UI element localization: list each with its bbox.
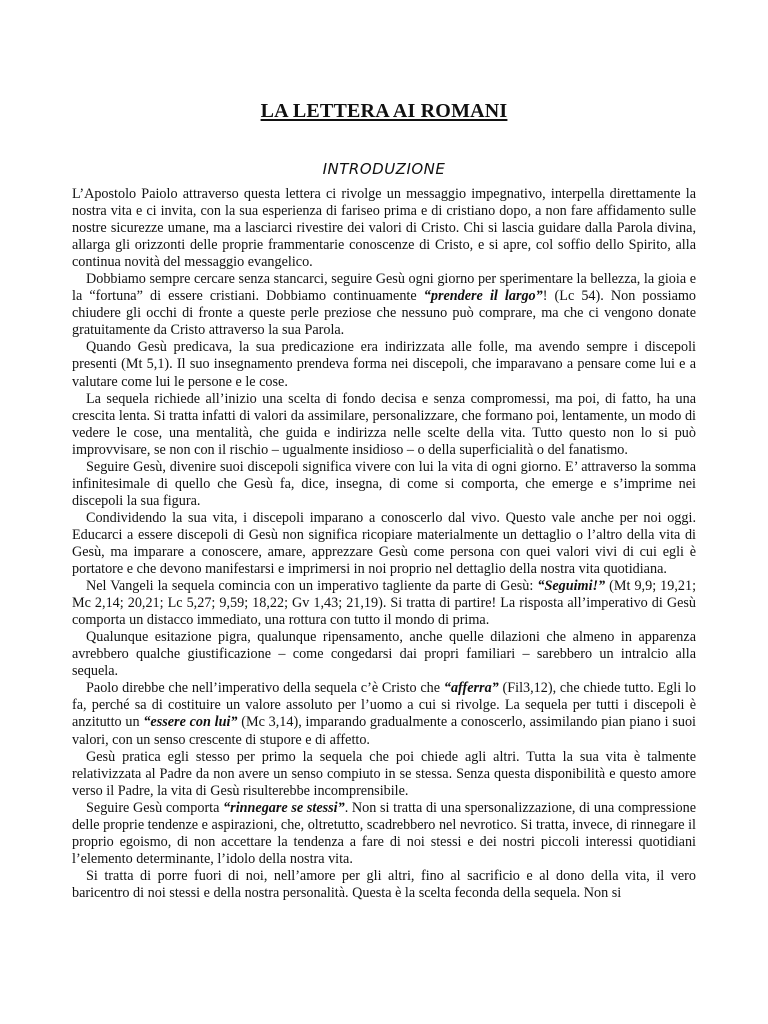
paragraph <box>72 680 696 748</box>
paragraph <box>72 186 696 271</box>
text-segment: Seguire Gesù, divenire suoi discepoli significa vivere con lui la vita di ogni giorno. E’ attraverso la somma infinitesimale di quello che Gesù fa, dice, insegna, di come si comporta, che emerge e s’imprime nei discepoli la sua figura. <box>72 458 696 509</box>
paragraph <box>72 391 696 459</box>
emphasis-quote: “prendere il largo” <box>423 288 543 305</box>
text-segment: Gesù pratica egli stesso per primo la sequela che poi chiede agli altri. Tutta la sua vita è talmente relativizzata al Padre da non avere un senso compiuto in se stessa. Senza questa disponibilità e questo amore verso il Padre, la vita di Gesù risulterebbe incomprensibile. <box>72 748 696 799</box>
text-segment: (Mt 9,9; 19,21; Mc 2,14; 20,21; Lc 5,27; 9,59; 18,22; Gv 1,43; 21,19). Si tratta di partire! La risposta all’imperativo di Gesù comporta un distacco immediato, una rottura con tutto il mondo di prima. <box>72 578 697 629</box>
document-body <box>72 186 696 902</box>
text-segment: Dobbiamo sempre cercare senza stancarci, seguire Gesù ogni giorno per sperimentare la bellezza, la gioia e la “fortuna” di essere cristiani. Dobbiamo continuamente <box>72 271 696 305</box>
text-segment: Seguire Gesù comporta <box>86 799 224 816</box>
paragraph <box>72 339 696 390</box>
text-segment: La sequela richiede all’inizio una scelta di fondo decisa e senza compromessi, ma poi, di fatto, ha una crescita lenta. Si tratta infatti di valori da assimilare, personalizzare, che formano poi, lentamente, un modo di vedere le cose, una mentalità, che guida e indirizza nelle scelte della vita. Tutto questo non lo si può improvvisare, se non con il rischio – ugualmente insidioso – o della superficialità o del fanatismo. <box>72 390 696 458</box>
text-segment: Nel Vangeli la sequela comincia con un imperativo tagliente da parte di Gesù: <box>86 578 538 595</box>
text-segment: Qualunque esitazione pigra, qualunque ripensamento, anche quelle dilazioni che almeno in apparenza avrebbero qualche giustificazione – come congedarsi dai propri familiari – sarebbero un intralcio alla sequela. <box>72 629 696 680</box>
text-segment: Quando Gesù predicava, la sua predicazione era indirizzata alle folle, ma avendo sempre i discepoli presenti (Mt 5,1). Il suo insegnamento prendeva forma nei discepoli, che imparavano a pensare come lui e a valutare come lui le persone e le cose. <box>72 339 696 390</box>
emphasis-quote: “essere con lui” <box>143 714 238 731</box>
paragraph <box>72 459 696 510</box>
paragraph <box>72 510 696 578</box>
paragraph <box>72 271 696 339</box>
text-segment: (Mc 3,14), imparando gradualmente a conoscerlo, assimilando pian piano i suoi valori, con un senso crescente di stupore e di affetto. <box>72 714 696 748</box>
emphasis-quote: “rinnegare se stessi” <box>223 799 345 816</box>
text-segment: ! (Lc 54). Non possiamo chiudere gli occhi di fronte a queste perle preziose che nessuno può comprare, ma che ci vengono donate gratuitamente da Cristo attraverso la sua Parola. <box>72 288 696 339</box>
text-segment: . Non si tratta di una spersonalizzazione, di una compressione delle proprie tendenze e aspirazioni, che, oltretutto, scadrebbero nel nevrotico. Si tratta, invece, di rinnegare il proprio egoismo, di non accettare la tendenza a fare di noi stessi e dei nostri piccoli interessi quotidiani l’elemento determinante, l’idolo della nostra vita. <box>72 799 697 867</box>
text-segment: Si tratta di porre fuori di noi, nell’amore per gli altri, fino al sacrificio e al dono della vita, il vero baricentro di noi stessi e della nostra personalità. Questa è la scelta feconda della sequela. Non si <box>72 867 696 901</box>
emphasis-quote: “afferra” <box>443 680 499 697</box>
document-subtitle: INTRODUZIONE <box>322 160 446 178</box>
text-segment: L’Apostolo Paiolo attraverso questa lettera ci rivolge un messaggio impegnativo, interpella direttamente la nostra vita e ci invita, con la sua esperienza di fariseo prima e di cristiano dopo, a non fare affidamento sulle nostre sicurezze umane, ma a lasciarci rivestire dei valori di Cristo. Chi si lascia guidare dalla Parola divina, allarga gli orizzonti delle proprie frammentarie conoscenze di Cristo, e si apre, col soffio dello Spirito, alla continua novità del messaggio evangelico. <box>72 186 696 271</box>
paragraph <box>72 578 696 629</box>
paragraph <box>72 749 696 800</box>
paragraph <box>72 629 696 680</box>
text-segment: Paolo direbbe che nell’imperativo della sequela c’è Cristo che <box>86 680 444 697</box>
paragraph <box>72 868 696 902</box>
paragraph <box>72 800 696 868</box>
text-segment: Condividendo la sua vita, i discepoli imparano a conoscerlo dal vivo. Questo vale anche per noi oggi. Educarci a essere discepoli di Gesù non significa ricopiare materialmente un dettaglio o l’altro della vita di Gesù, ma imparare a conoscere, amare, apprezzare Gesù come persona con quei valori vivi di cui egli è portatore e che devono manifestarsi e imprimersi in noi proprio nel dettaglio della nostra vita quotidiana. <box>72 509 696 578</box>
text-segment: (Fil3,12), che chiede tutto. Egli lo fa, perché sa di costituire un valore assoluto per l’uomo a cui si rivolge. La sequela per tutti i discepoli è anzitutto un <box>72 680 696 731</box>
emphasis-quote: “Seguimi!” <box>537 578 606 595</box>
document-title: LA LETTERA AI ROMANI <box>260 100 508 122</box>
